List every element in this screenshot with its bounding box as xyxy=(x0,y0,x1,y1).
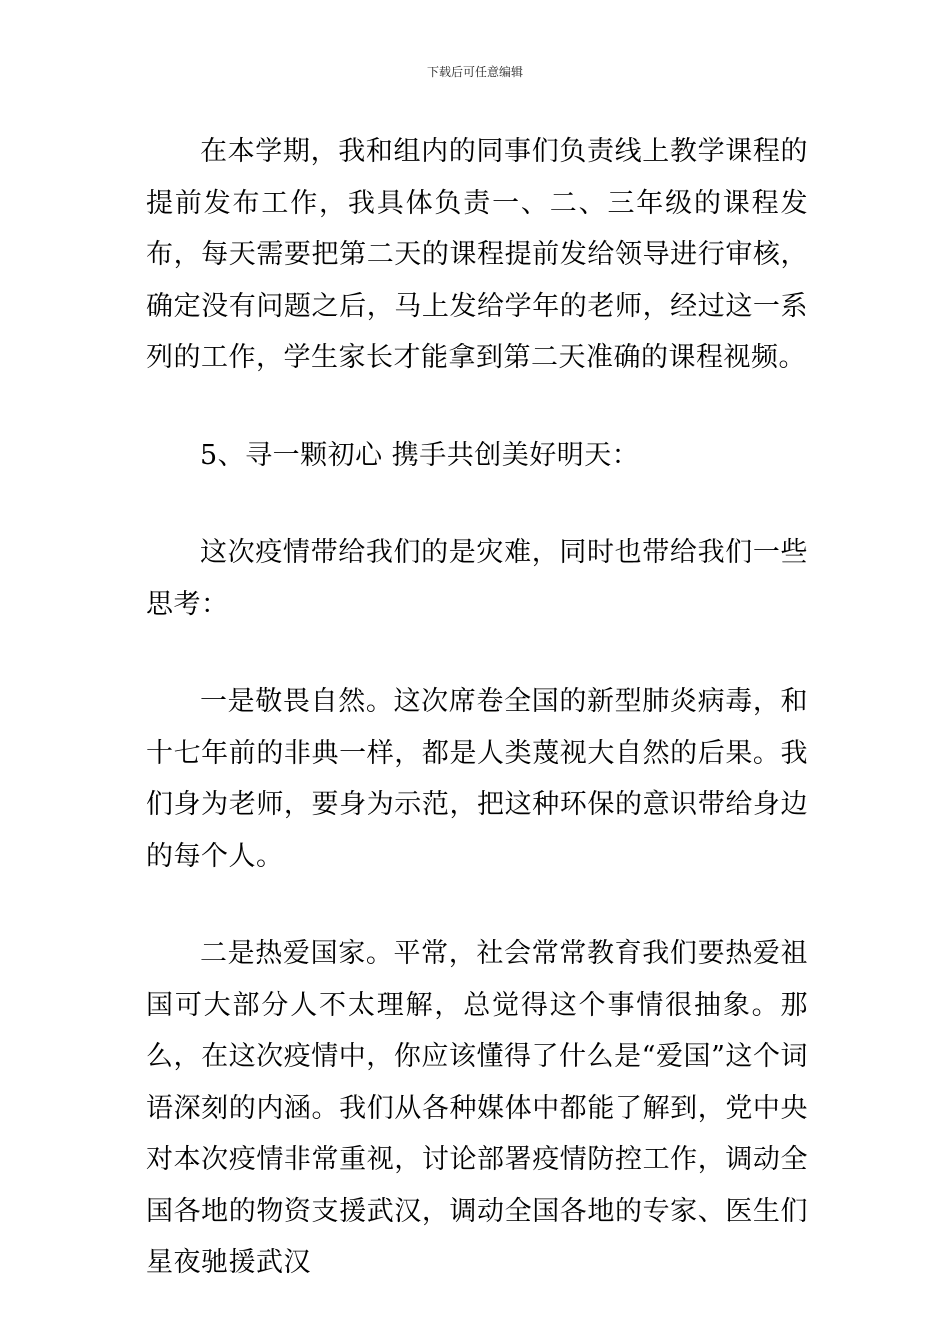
paragraph-epidemic-reflection: 这次疫情带给我们的是灾难，同时也带给我们一些思考： xyxy=(146,537,808,620)
paragraph-respect-nature: 一是敬畏自然。这次席卷全国的新型肺炎病毒，和十七年前的非典一样，都是人类蔑视大自然的后果。我们身为老师，要身为示范，把这种环保的意识带给身边的每个人。 xyxy=(146,686,808,872)
section-heading-5: 5、寻一颗初心 携手共创美好明天： xyxy=(200,439,640,471)
document-body xyxy=(146,126,808,1289)
paragraph-love-country: 二是热爱国家。平常，社会常常教育我们要热爱祖国可大部分人不太理解，总觉得这个事情很抽象。那么，在这次疫情中，你应该懂得了什么是“爱国”这个词语深刻的内涵。我们从各种媒体中都能了解到，党中央对本次疫情非常重视，讨论部署疫情防控工作，调动全国各地的物资支援武汉，调动全国各地的专家、医生们星夜驰援武汉 xyxy=(146,938,808,1278)
page-header-note: 下载后可任意编辑 xyxy=(426,65,523,79)
paragraph-course-release: 在本学期，我和组内的同事们负责线上教学课程的提前发布工作，我具体负责一、二、三年级的课程发布，每天需要把第二天的课程提前发给领导进行审核，确定没有问题之后，马上发给学年的老师，经过这一系列的工作，学生家长才能拿到第二天准确的课程视频。 xyxy=(146,136,808,373)
